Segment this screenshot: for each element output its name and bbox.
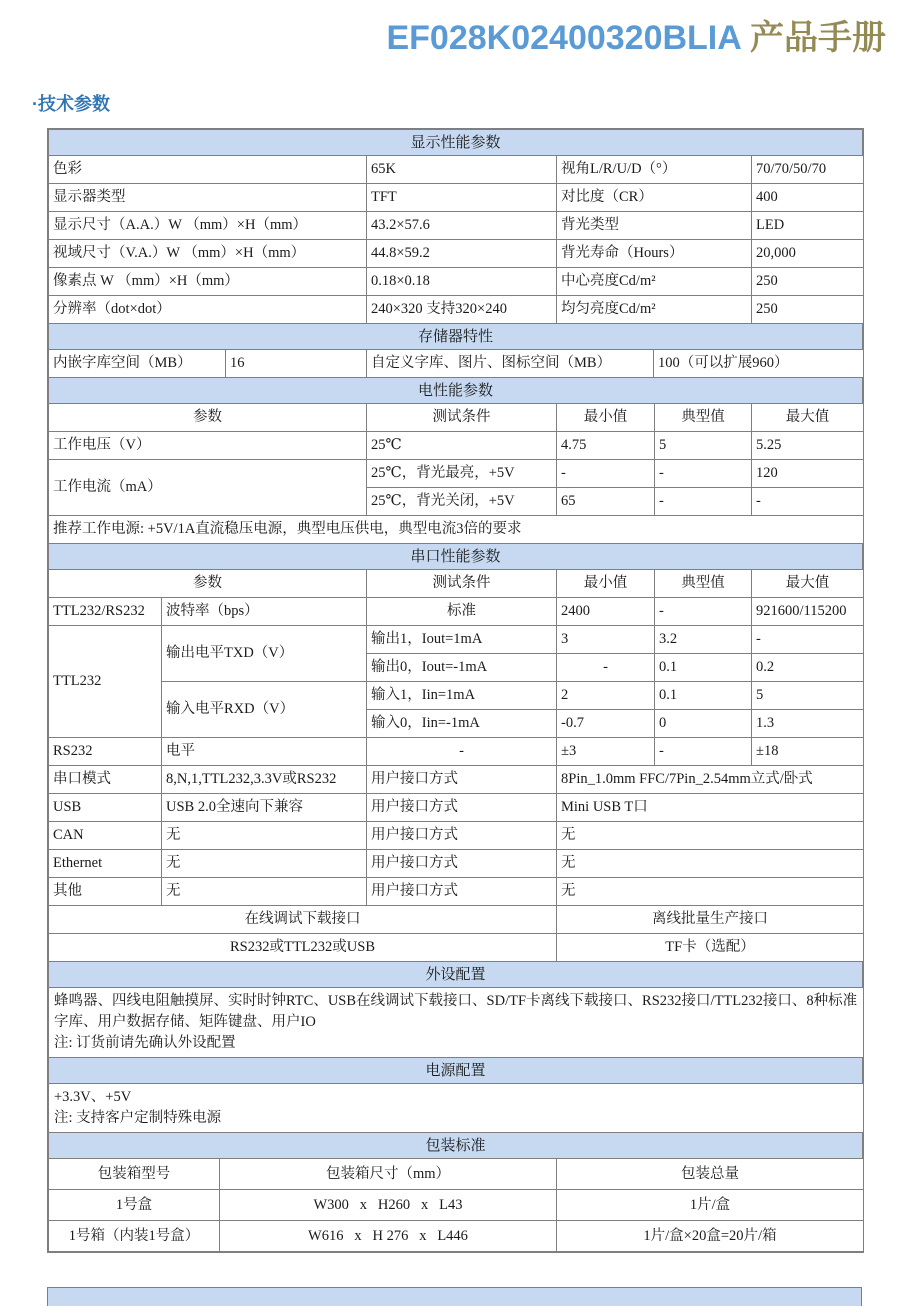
table-row bbox=[49, 626, 864, 654]
table-cell: - bbox=[655, 460, 752, 488]
table-cell: 20,000 bbox=[752, 240, 864, 268]
section-band: 显示性能参数 bbox=[48, 129, 863, 156]
table-cell: TTL232/RS232 bbox=[49, 598, 162, 626]
table-cell: 分辨率（dot×dot） bbox=[49, 296, 367, 324]
table-cell: TF卡（选配） bbox=[557, 934, 864, 962]
table-row bbox=[49, 1159, 864, 1190]
table-cell: LED bbox=[752, 212, 864, 240]
table-row bbox=[49, 516, 864, 544]
section-band: 存储器特性 bbox=[48, 323, 863, 350]
table-cell: 25℃，背光最亮，+5V bbox=[367, 460, 557, 488]
cell-line: 蜂鸣器、四线电阻触摸屏、实时时钟RTC、USB在线调试下载接口、SD/TF卡离线下载接口、RS232接口/TTL232接口、8种标准字库、用户数据存储、矩阵键盘、用户IO bbox=[54, 993, 858, 1031]
table-cell: 240×320 支持320×240 bbox=[367, 296, 557, 324]
spec-subtable bbox=[48, 569, 864, 962]
table-cell: 250 bbox=[752, 296, 864, 324]
table-cell: 像素点 W （mm）×H（mm） bbox=[49, 268, 367, 296]
table-cell: 65K bbox=[367, 156, 557, 184]
table-cell: 0.1 bbox=[655, 682, 752, 710]
table-row bbox=[49, 850, 864, 878]
table-cell: 最小值 bbox=[557, 570, 655, 598]
table-cell: 包装总量 bbox=[557, 1159, 864, 1190]
table-cell: 8,N,1,TTL232,3.3V或RS232 bbox=[162, 766, 367, 794]
table-cell: - bbox=[655, 598, 752, 626]
table-cell: 输入1，Iin=1mA bbox=[367, 682, 557, 710]
table-cell: 推荐工作电源: +5V/1A直流稳压电源，典型电压供电，典型电流3倍的要求 bbox=[49, 516, 864, 544]
spec-subtable bbox=[48, 349, 864, 378]
table-row bbox=[49, 240, 864, 268]
table-cell: 400 bbox=[752, 184, 864, 212]
table-cell: W300 x H260 x L43 bbox=[220, 1190, 557, 1221]
table-cell: 视域尺寸（V.A.）W （mm）×H（mm） bbox=[49, 240, 367, 268]
table-cell: 0.18×0.18 bbox=[367, 268, 557, 296]
table-row bbox=[49, 570, 864, 598]
table-cell: 输入电平RXD（V） bbox=[162, 682, 367, 738]
table-cell: 显示器类型 bbox=[49, 184, 367, 212]
section-band: 包装标准 bbox=[48, 1132, 863, 1159]
spec-subtable bbox=[48, 987, 864, 1058]
table-cell: CAN bbox=[49, 822, 162, 850]
table-cell: 120 bbox=[752, 460, 864, 488]
table-cell: 无 bbox=[162, 822, 367, 850]
table-cell: 43.2×57.6 bbox=[367, 212, 557, 240]
table-cell: 对比度（CR） bbox=[557, 184, 752, 212]
table-cell bbox=[49, 988, 864, 1058]
table-cell: 25℃，背光关闭，+5V bbox=[367, 488, 557, 516]
table-cell: 参数 bbox=[49, 404, 367, 432]
table-cell: - bbox=[557, 654, 655, 682]
table-cell: - bbox=[752, 626, 864, 654]
table-row bbox=[49, 1221, 864, 1252]
table-cell: 1号箱（内装1号盒） bbox=[49, 1221, 220, 1252]
table-cell: 3 bbox=[557, 626, 655, 654]
cell-line: 注: 订货前请先确认外设配置 bbox=[54, 1035, 236, 1052]
table-cell: -0.7 bbox=[557, 710, 655, 738]
table-cell: 8Pin_1.0mm FFC/7Pin_2.54mm立式/卧式 bbox=[557, 766, 864, 794]
table-cell: 0.2 bbox=[752, 654, 864, 682]
table-row bbox=[49, 906, 864, 934]
table-cell: 最大值 bbox=[752, 404, 864, 432]
table-cell: 100（可以扩展960） bbox=[654, 350, 864, 378]
spec-subtable bbox=[48, 403, 864, 544]
table-cell: - bbox=[557, 460, 655, 488]
table-cell: 色彩 bbox=[49, 156, 367, 184]
table-row bbox=[49, 432, 864, 460]
table-cell: ±18 bbox=[752, 738, 864, 766]
table-cell: 1片/盒 bbox=[557, 1190, 864, 1221]
table-row bbox=[49, 598, 864, 626]
table-cell: 显示尺寸（A.A.）W （mm）×H（mm） bbox=[49, 212, 367, 240]
table-row bbox=[49, 156, 864, 184]
table-cell: 离线批量生产接口 bbox=[557, 906, 864, 934]
table-cell: - bbox=[367, 738, 557, 766]
table-cell: 无 bbox=[557, 878, 864, 906]
spec-table bbox=[47, 128, 864, 1253]
table-cell: Ethernet bbox=[49, 850, 162, 878]
table-cell: 2 bbox=[557, 682, 655, 710]
table-cell: 典型值 bbox=[655, 404, 752, 432]
table-cell: TFT bbox=[367, 184, 557, 212]
table-cell: 无 bbox=[557, 822, 864, 850]
table-row bbox=[49, 878, 864, 906]
table-cell: 25℃ bbox=[367, 432, 557, 460]
table-cell: 44.8×59.2 bbox=[367, 240, 557, 268]
section-band: 外设配置 bbox=[48, 961, 863, 988]
table-cell: 工作电压（V） bbox=[49, 432, 367, 460]
table-cell: 视角L/R/U/D（°） bbox=[557, 156, 752, 184]
table-cell: 其他 bbox=[49, 878, 162, 906]
table-cell: 波特率（bps） bbox=[162, 598, 367, 626]
table-cell: 0.1 bbox=[655, 654, 752, 682]
table-cell: 无 bbox=[557, 850, 864, 878]
section-band: 串口性能参数 bbox=[48, 543, 863, 570]
doc-title bbox=[0, 16, 886, 60]
table-cell: 测试条件 bbox=[367, 570, 557, 598]
table-cell: 4.75 bbox=[557, 432, 655, 460]
table-cell: 2400 bbox=[557, 598, 655, 626]
table-row bbox=[49, 350, 864, 378]
table-cell: USB 2.0全速向下兼容 bbox=[162, 794, 367, 822]
table-cell: 包装箱型号 bbox=[49, 1159, 220, 1190]
table-row bbox=[49, 404, 864, 432]
cell-line: 注: 支持客户定制特殊电源 bbox=[54, 1110, 222, 1127]
table-cell: 自定义字库、图片、图标空间（MB） bbox=[367, 350, 654, 378]
table-cell: Mini USB T口 bbox=[557, 794, 864, 822]
table-cell: 最大值 bbox=[752, 570, 864, 598]
table-cell: 串口模式 bbox=[49, 766, 162, 794]
table-row bbox=[49, 1190, 864, 1221]
table-cell: 典型值 bbox=[655, 570, 752, 598]
table-cell: 250 bbox=[752, 268, 864, 296]
table-cell: 背光类型 bbox=[557, 212, 752, 240]
table-cell: 最小值 bbox=[557, 404, 655, 432]
table-row bbox=[49, 738, 864, 766]
table-row bbox=[49, 460, 864, 488]
table-row bbox=[49, 212, 864, 240]
table-row bbox=[49, 766, 864, 794]
table-cell: 70/70/50/70 bbox=[752, 156, 864, 184]
table-cell: 16 bbox=[226, 350, 367, 378]
table-cell: 用户接口方式 bbox=[367, 878, 557, 906]
table-cell: 用户接口方式 bbox=[367, 850, 557, 878]
table-cell: 5.25 bbox=[752, 432, 864, 460]
table-cell: 用户接口方式 bbox=[367, 794, 557, 822]
table-row bbox=[49, 268, 864, 296]
doc-type-label: 产品手册 bbox=[740, 19, 886, 57]
table-cell: 输出1，Iout=1mA bbox=[367, 626, 557, 654]
table-cell: 内嵌字库空间（MB） bbox=[49, 350, 226, 378]
table-cell: 用户接口方式 bbox=[367, 822, 557, 850]
table-cell: - bbox=[655, 488, 752, 516]
table-cell: 中心亮度Cd/m² bbox=[557, 268, 752, 296]
table-cell: 无 bbox=[162, 878, 367, 906]
table-cell: 包装箱尺寸（mm） bbox=[220, 1159, 557, 1190]
table-cell bbox=[49, 1084, 864, 1133]
table-row bbox=[49, 682, 864, 710]
table-cell: 测试条件 bbox=[367, 404, 557, 432]
table-row bbox=[49, 822, 864, 850]
table-cell: 65 bbox=[557, 488, 655, 516]
section-band: 电性能参数 bbox=[48, 377, 863, 404]
table-cell: 在线调试下载接口 bbox=[49, 906, 557, 934]
table-cell: 921600/115200 bbox=[752, 598, 864, 626]
spec-subtable bbox=[48, 155, 864, 324]
table-cell: 5 bbox=[655, 432, 752, 460]
section-band: 电源配置 bbox=[48, 1057, 863, 1084]
table-cell: - bbox=[752, 488, 864, 516]
table-cell: 5 bbox=[752, 682, 864, 710]
spec-subtable bbox=[48, 1158, 864, 1252]
table-cell: 1.3 bbox=[752, 710, 864, 738]
table-row bbox=[49, 934, 864, 962]
table-cell: 无 bbox=[162, 850, 367, 878]
model-number: EF028K02400320BLIA bbox=[386, 19, 741, 57]
table-row bbox=[49, 1084, 864, 1133]
tech-params-heading: ·技术参数 bbox=[32, 94, 110, 114]
table-cell: 输出电平TXD（V） bbox=[162, 626, 367, 682]
cell-line: +3.3V、+5V bbox=[54, 1089, 132, 1106]
spec-subtable bbox=[48, 1083, 864, 1133]
table-cell: 标准 bbox=[367, 598, 557, 626]
table-cell: USB bbox=[49, 794, 162, 822]
table-cell: 1片/盒×20盒=20片/箱 bbox=[557, 1221, 864, 1252]
table-cell: 3.2 bbox=[655, 626, 752, 654]
table-cell: RS232 bbox=[49, 738, 162, 766]
table-cell: 1号盒 bbox=[49, 1190, 220, 1221]
table-cell: - bbox=[655, 738, 752, 766]
table-row bbox=[49, 184, 864, 212]
table-row bbox=[49, 296, 864, 324]
table-cell: 工作电流（mA） bbox=[49, 460, 367, 516]
table-row bbox=[49, 988, 864, 1058]
table-cell: ±3 bbox=[557, 738, 655, 766]
table-cell: 参数 bbox=[49, 570, 367, 598]
table-cell: 均匀亮度Cd/m² bbox=[557, 296, 752, 324]
table-cell: 用户接口方式 bbox=[367, 766, 557, 794]
table-cell: 背光寿命（Hours） bbox=[557, 240, 752, 268]
table-cell: TTL232 bbox=[49, 626, 162, 738]
table-row bbox=[49, 794, 864, 822]
table-cell: W616 x H 276 x L446 bbox=[220, 1221, 557, 1252]
table-cell: 电平 bbox=[162, 738, 367, 766]
table-cell: 0 bbox=[655, 710, 752, 738]
table-cell: RS232或TTL232或USB bbox=[49, 934, 557, 962]
table-cell: 输入0，Iin=-1mA bbox=[367, 710, 557, 738]
table-cell: 输出0，Iout=-1mA bbox=[367, 654, 557, 682]
